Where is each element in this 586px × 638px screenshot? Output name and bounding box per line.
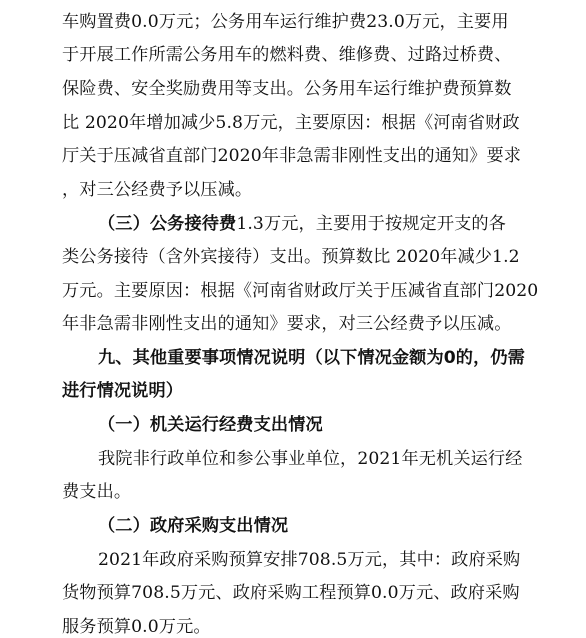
paragraph-line: 保险费、安全奖励费用等支出。公务用车运行维护费预算数 bbox=[62, 79, 512, 99]
subsection-heading: （一）机关运行经费支出情况 bbox=[98, 415, 323, 435]
paragraph-line: 万元。主要原因：根据《河南省财政厅关于压减省直部门2020 bbox=[62, 281, 539, 301]
paragraph-line: 货物预算708.5万元、政府采购工程预算0.0万元、政府采购 bbox=[62, 583, 520, 603]
paragraph-line: 我院非行政单位和参公事业单位，2021年无机关运行经 bbox=[98, 449, 523, 469]
paragraph-line: 车购置费0.0万元；公务用车运行维护费23.0万元，主要用 bbox=[62, 12, 509, 32]
paragraph-line: 服务预算0.0万元。 bbox=[62, 617, 211, 637]
reception-paragraph-first-line bbox=[98, 213, 506, 235]
subsection-heading: （二）政府采购支出情况 bbox=[98, 516, 289, 536]
reception-heading: （三）公务接待费 bbox=[98, 214, 237, 234]
reception-text: 1.3万元，主要用于按规定开支的各 bbox=[236, 214, 506, 234]
paragraph-line: 年非急需非刚性支出的通知》要求，对三公经费予以压减。 bbox=[62, 314, 512, 334]
paragraph-line: 2021年政府采购预算安排708.5万元，其中：政府采购 bbox=[98, 550, 521, 570]
paragraph-line: 厅关于压减省直部门2020年非急需非刚性支出的通知》要求 bbox=[62, 146, 522, 166]
paragraph-line: 费支出。 bbox=[62, 482, 132, 502]
section-title: 九、其他重要事项情况说明（以下情况金额为0的，仍需 bbox=[98, 348, 525, 368]
paragraph-line: 类公务接待（含外宾接待）支出。预算数比 2020年减少1.2 bbox=[62, 247, 520, 267]
section-title-continued: 进行情况说明） bbox=[62, 381, 184, 401]
paragraph-line: 比 2020年增加减少5.8万元，主要原因：根据《河南省财政 bbox=[62, 113, 520, 133]
paragraph-line: 于开展工作所需公务用车的燃料费、维修费、过路过桥费、 bbox=[62, 45, 512, 65]
paragraph-line: ，对三公经费予以压减。 bbox=[62, 180, 253, 200]
